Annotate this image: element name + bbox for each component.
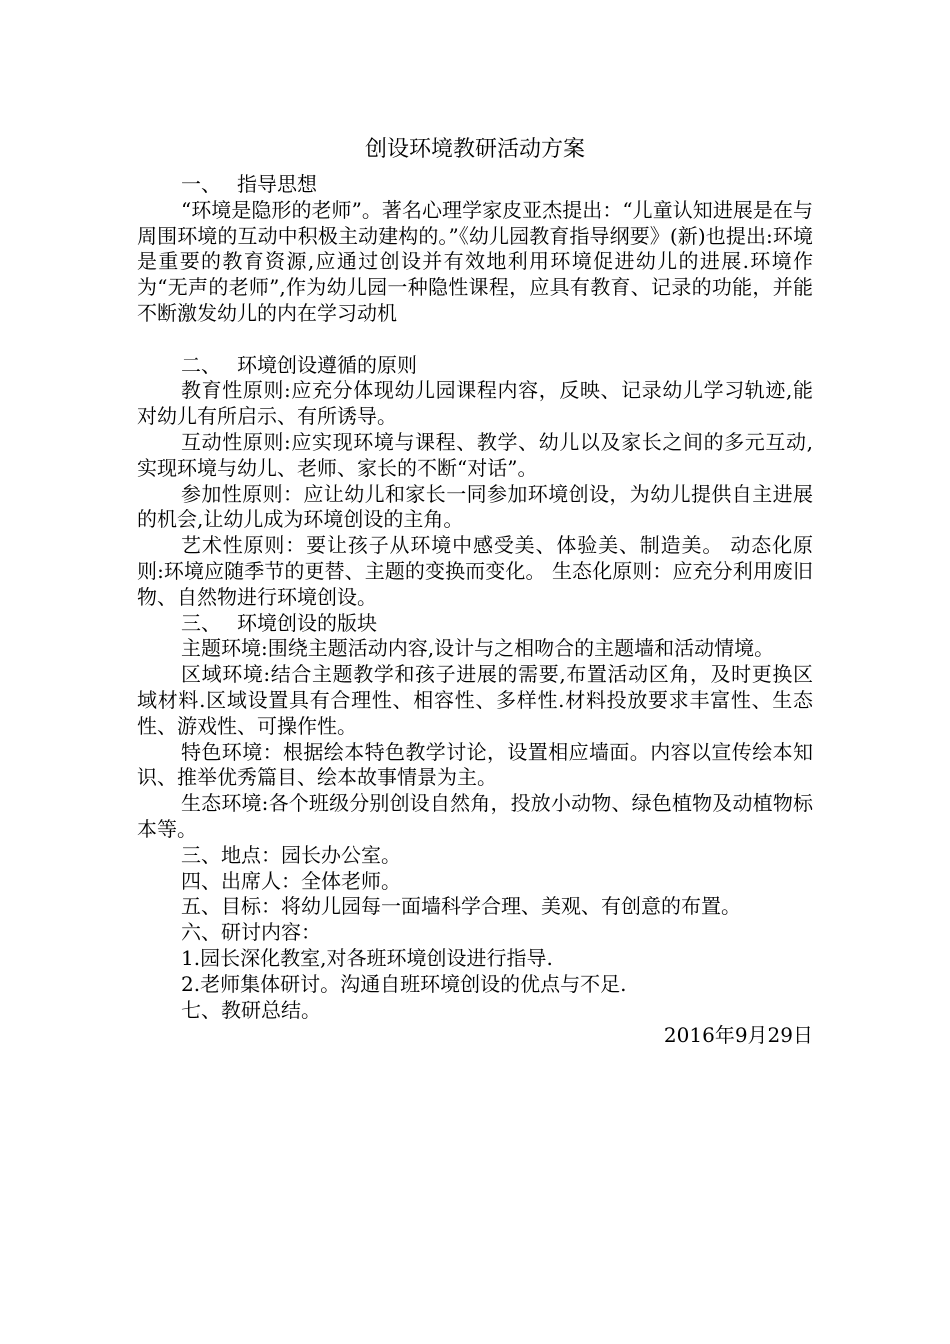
paragraph-area-environment: 区域环境:结合主题教学和孩子进展的需要,布置活动区角，及时更换区域材料.区域设置具有合理性、相容性、多样性.材料投放要求丰富性、生态性、游戏性、可操作性。	[137, 662, 813, 738]
item-summary: 七、教研总结。	[181, 997, 321, 1022]
section-heading-text: 环境创设遵循的原则	[237, 352, 417, 377]
section-number: 二、	[181, 352, 221, 377]
section-heading-guiding-thought	[137, 172, 813, 198]
section-heading-principles	[137, 353, 813, 379]
item-attendees: 四、出席人：全体老师。	[181, 868, 401, 893]
paragraph-participation-principle: 参加性原则：应让幼儿和家长一同参加环境创设，为幼儿提供自主进展的机会,让幼儿成为环境创设的主角。	[137, 481, 813, 532]
section-heading-modules	[137, 611, 813, 637]
item-discussion-content: 六、研讨内容：	[181, 920, 321, 945]
paragraph-guiding-thought: “环境是隐形的老师”。著名心理学家皮亚杰提出：“儿童认知进展是在与周围环境的互动中积极主动建构的。”《幼儿园教育指导纲要》(新)也提出:环境是重要的教育资源,应通过创设并有效地利用环境促进幼儿的进展.环境作为“无声的老师”,作为幼儿园一种隐性课程，应具有教育、记录的功能，并能不断激发幼儿的内在学习动机	[137, 197, 813, 325]
section-number: 三、	[181, 610, 221, 635]
item-discussion-point-2: 2.老师集体研讨。沟通自班环境创设的优点与不足.	[181, 971, 627, 996]
item-discussion-point-1: 1.园长深化教室,对各班环境创设进行指导.	[181, 945, 553, 970]
document-title: 创设环境教研活动方案	[364, 137, 585, 162]
section-heading-text: 指导思想	[237, 172, 317, 196]
paragraph-ecology-environment: 生态环境:各个班级分别创设自然角，投放小动物、绿色植物及动植物标本等。	[137, 791, 813, 841]
paragraph-feature-environment: 特色环境：根据绘本特色教学讨论，设置相应墙面。内容以宣传绘本知识、推举优秀篇目、绘本故事情景为主。	[137, 739, 813, 790]
paragraph-interaction-principle: 互动性原则:应实现环境与课程、教学、幼儿以及家长之间的多元互动,实现环境与幼儿、老师、家长的不断“对话”。	[137, 429, 813, 480]
paragraph-education-principle: 教育性原则:应充分体现幼儿园课程内容，反映、记录幼儿学习轨迹,能对幼儿有所启示、有所诱导。	[137, 378, 813, 429]
paragraph-theme-environment: 主题环境:围绕主题活动内容,设计与之相吻合的主题墙和活动情境。	[181, 636, 775, 661]
blank-line	[137, 327, 813, 353]
section-number: 一、	[181, 172, 221, 196]
document-date: 2016年9月29日	[663, 1023, 813, 1048]
document-page	[137, 130, 813, 1049]
section-heading-text: 环境创设的版块	[237, 610, 377, 635]
item-location: 三、地点：园长办公室。	[181, 842, 401, 867]
item-goal: 五、目标：将幼儿园每一面墙科学合理、美观、有创意的布置。	[181, 894, 741, 919]
paragraph-art-principle: 艺术性原则：要让孩子从环境中感受美、体验美、制造美。 动态化原则:环境应随季节的更替、主题的变换而变化。 生态化原则：应充分利用废旧物、自然物进行环境创设。	[137, 533, 813, 609]
